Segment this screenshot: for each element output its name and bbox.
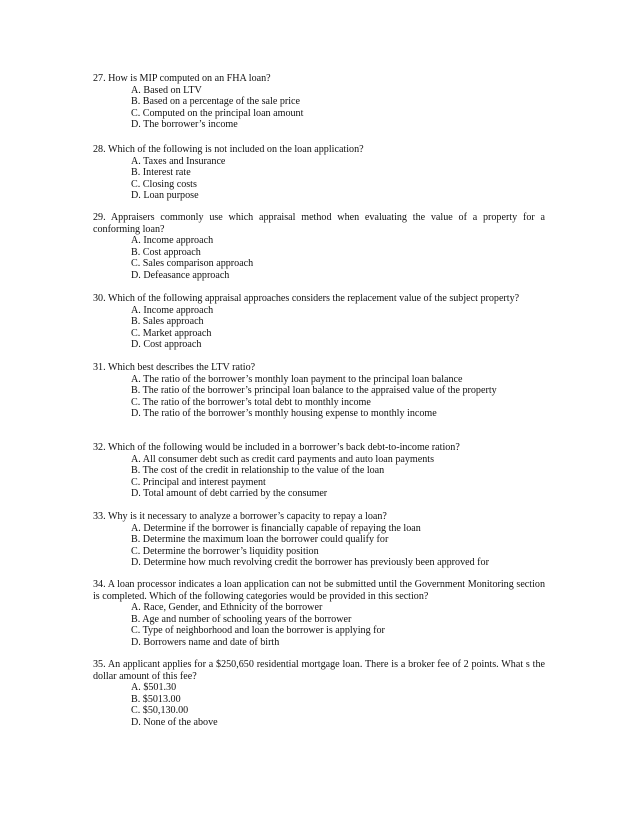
- question-30: [93, 293, 545, 351]
- question-34: [93, 579, 545, 649]
- answer-options: [93, 374, 545, 420]
- answer-option: B. Interest rate: [131, 167, 191, 179]
- answer-options: [93, 523, 545, 569]
- question-stem: 29. Appraisers commonly use which appraisal method when evaluating the value of a property for a conforming loan?: [93, 212, 545, 235]
- answer-option: D. Borrowers name and date of birth: [131, 636, 280, 648]
- answer-option: B. The cost of the credit in relationship to the value of the loan: [131, 465, 385, 477]
- answer-option: A. Race, Gender, and Ethnicity of the borrower: [131, 602, 323, 614]
- question-stem: 27. How is MIP computed on an FHA loan?: [93, 73, 271, 84]
- answer-options: [93, 682, 545, 728]
- question-29: [93, 212, 545, 282]
- answer-option: B. Based on a percentage of the sale price: [131, 96, 300, 108]
- answer-option: A. Taxes and Insurance: [131, 155, 226, 167]
- answer-option: D. Loan purpose: [131, 190, 199, 202]
- answer-option: C. Principal and interest payment: [131, 476, 266, 488]
- answer-option: C. Sales comparison approach: [131, 258, 254, 270]
- answer-option: C. Type of neighborhood and loan the borrower is applying for: [131, 625, 385, 637]
- answer-option: D. Cost approach: [131, 339, 202, 351]
- answer-option: C. $50,130.00: [131, 705, 189, 717]
- question-stem: 28. Which of the following is not included on the loan application?: [93, 144, 364, 155]
- answer-option: D. The borrower’s income: [131, 119, 238, 131]
- answer-options: [93, 602, 545, 648]
- question-stem: 34. A loan processor indicates a loan application can not be submitted until the Government Monitoring section is completed. Which of the following categories would be provided in this section?: [93, 579, 545, 602]
- answer-option: D. Total amount of debt carried by the consumer: [131, 488, 328, 500]
- question-stem: 31. Which best describes the LTV ratio?: [93, 362, 256, 373]
- answer-option: B. Sales approach: [131, 316, 204, 328]
- question-stem: 33. Why is it necessary to analyze a borrower’s capacity to repay a loan?: [93, 511, 387, 522]
- question-stem: 35. An applicant applies for a $250,650 residential mortgage loan. There is a broker fee of 2 points. What s the dollar amount of this fee?: [93, 659, 545, 682]
- question-stem: 32. Which of the following would be included in a borrower’s back debt-to-income ration?: [93, 442, 460, 453]
- answer-option: C. Determine the borrower’s liquidity position: [131, 545, 319, 557]
- answer-options: [93, 156, 545, 202]
- answer-option: A. All consumer debt such as credit card payments and auto loan payments: [131, 453, 435, 465]
- question-stem: 30. Which of the following appraisal approaches considers the replacement value of the subject property?: [93, 293, 520, 304]
- question-31: [93, 362, 545, 420]
- question-35: [93, 659, 545, 729]
- answer-option: A. Determine if the borrower is financially capable of repaying the loan: [131, 522, 421, 534]
- answer-option: A. $501.30: [131, 682, 177, 694]
- answer-option: A. Income approach: [131, 235, 214, 247]
- answer-option: D. Defeasance approach: [131, 269, 230, 281]
- answer-option: B. The ratio of the borrower’s principal loan balance to the appraised value of the property: [131, 385, 497, 397]
- answer-option: D. None of the above: [131, 716, 218, 728]
- answer-options: [93, 454, 545, 500]
- answer-option: A. Income approach: [131, 304, 214, 316]
- answer-option: C. Computed on the principal loan amount: [131, 107, 304, 119]
- answer-options: [93, 85, 545, 131]
- answer-option: C. Closing costs: [131, 178, 197, 190]
- question-32: [93, 442, 545, 500]
- question-27: [93, 73, 545, 131]
- answer-option: A. Based on LTV: [131, 84, 202, 96]
- question-33: [93, 511, 545, 569]
- answer-option: C. Market approach: [131, 327, 212, 339]
- answer-option: B. Age and number of schooling years of the borrower: [131, 613, 352, 625]
- answer-option: D. The ratio of the borrower’s monthly housing expense to monthly income: [131, 408, 437, 420]
- answer-options: [93, 235, 545, 281]
- question-28: [93, 144, 545, 202]
- answer-option: A. The ratio of the borrower’s monthly loan payment to the principal loan balance: [131, 373, 463, 385]
- answer-options: [93, 305, 545, 351]
- answer-option: B. Determine the maximum loan the borrower could qualify for: [131, 534, 389, 546]
- answer-option: C. The ratio of the borrower’s total debt to monthly income: [131, 396, 371, 408]
- answer-option: B. Cost approach: [131, 246, 201, 258]
- answer-option: D. Determine how much revolving credit the borrower has previously been approved for: [131, 557, 489, 569]
- answer-option: B. $5013.00: [131, 693, 181, 705]
